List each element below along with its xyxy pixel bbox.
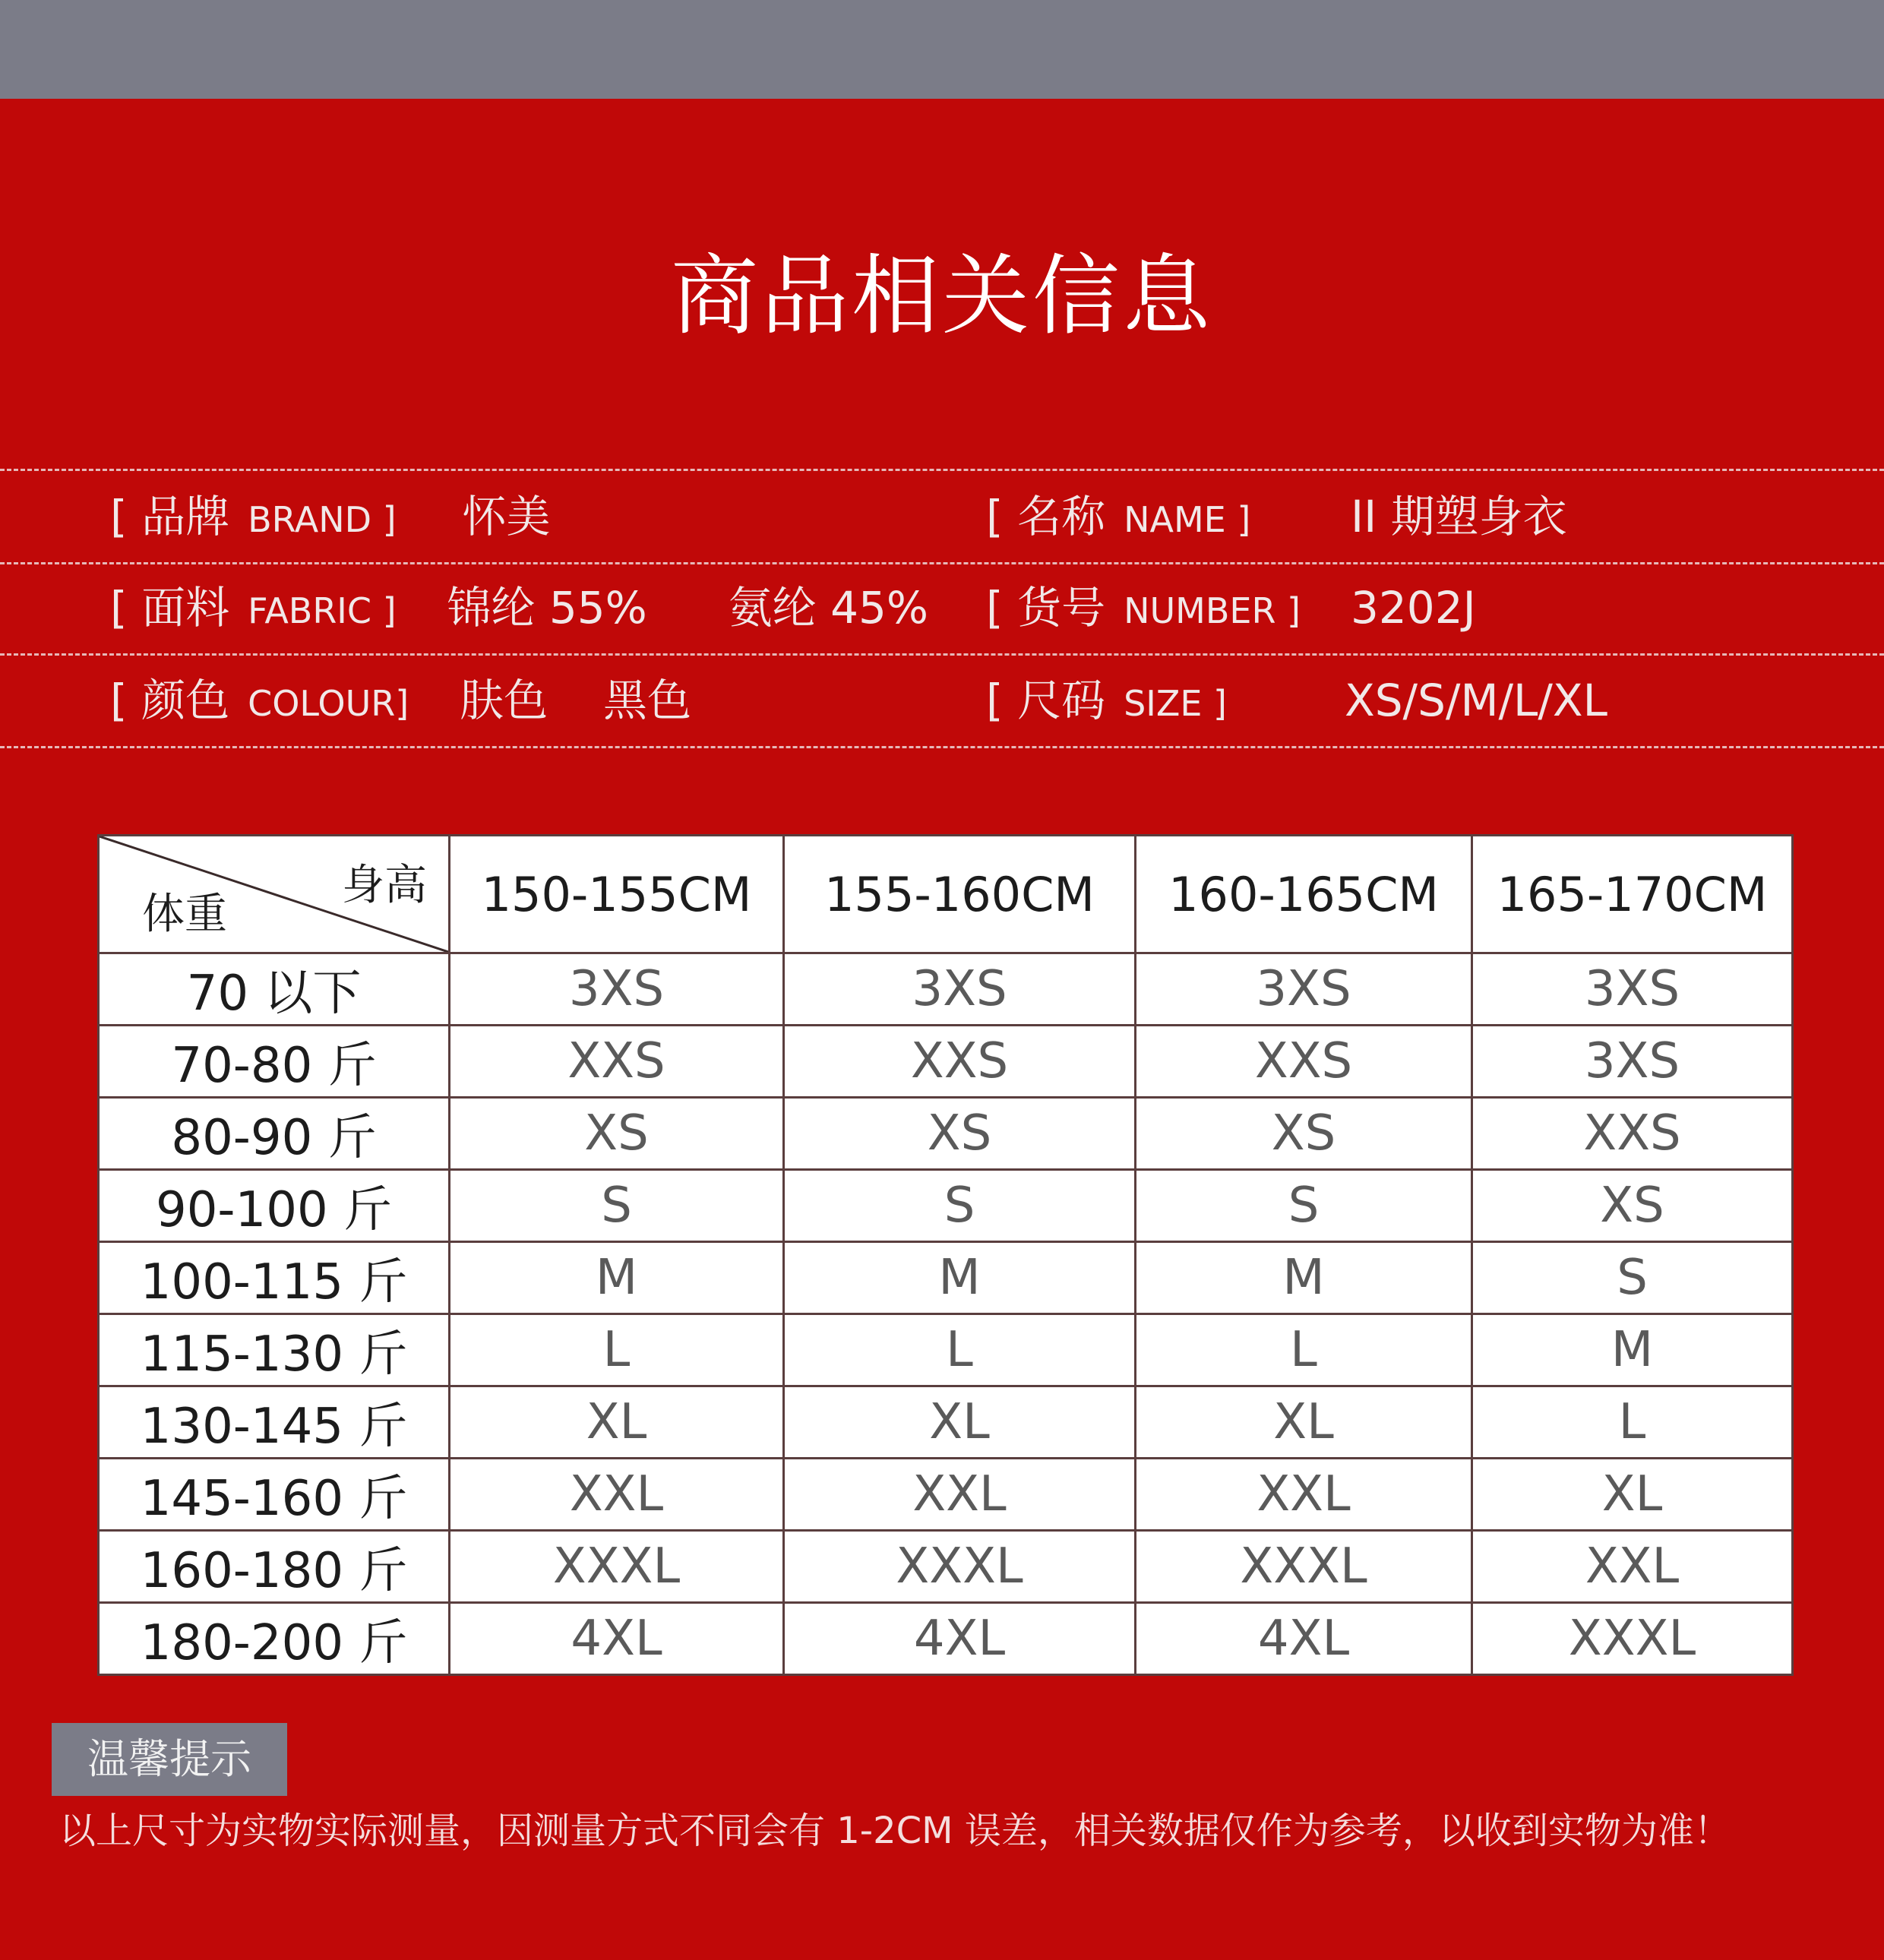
brand-info	[110, 486, 551, 550]
weight-cell: 100-115 斤	[99, 1242, 450, 1314]
size-cell: 4XL	[1136, 1603, 1472, 1675]
size-cell: XXL	[450, 1459, 784, 1531]
name-label: [ 名称	[986, 491, 1106, 542]
size-cell: XL	[1136, 1386, 1472, 1459]
table-row	[99, 1386, 1793, 1459]
fabric-info	[110, 577, 928, 641]
name-value: II 期塑身衣	[1351, 491, 1567, 542]
weight-cell: 145-160 斤	[99, 1459, 450, 1531]
fabric-label-en: FABRIC ]	[248, 590, 397, 631]
colour-label: [ 颜色	[110, 675, 230, 726]
brand-value: 怀美	[462, 491, 551, 542]
size-cell: XXS	[784, 1026, 1136, 1098]
table-row	[99, 1603, 1793, 1675]
divider	[0, 562, 1884, 564]
colour-value-2: 黑色	[602, 675, 691, 726]
table-row	[99, 1098, 1793, 1170]
weight-cell: 80-90 斤	[99, 1098, 450, 1170]
divider	[0, 653, 1884, 656]
table-row	[99, 1170, 1793, 1242]
corner-weight-label: 体重	[142, 890, 227, 939]
size-cell: 3XS	[784, 953, 1136, 1026]
number-label-en: NUMBER ]	[1124, 590, 1301, 631]
fabric-value-2: 氨纶 45%	[728, 582, 929, 634]
size-chart-table	[97, 834, 1794, 1676]
table-row	[99, 1314, 1793, 1386]
size-cell: 3XS	[450, 953, 784, 1026]
column-header: 165-170CM	[1472, 836, 1793, 953]
number-info	[986, 577, 1301, 641]
size-cell: L	[450, 1314, 784, 1386]
size-cell: M	[1472, 1314, 1793, 1386]
size-cell: 4XL	[450, 1603, 784, 1675]
size-cell: XS	[1472, 1170, 1793, 1242]
corner-height-label: 身高	[342, 861, 427, 910]
size-cell: XXXL	[450, 1531, 784, 1603]
weight-cell: 130-145 斤	[99, 1386, 450, 1459]
tip-badge: 温馨提示	[52, 1723, 287, 1796]
size-cell: S	[784, 1170, 1136, 1242]
size-cell: XS	[450, 1098, 784, 1170]
size-cell: L	[784, 1314, 1136, 1386]
weight-cell: 115-130 斤	[99, 1314, 450, 1386]
corner-cell	[99, 836, 450, 953]
size-cell: XS	[784, 1098, 1136, 1170]
column-header: 155-160CM	[784, 836, 1136, 953]
weight-cell: 70-80 斤	[99, 1026, 450, 1098]
size-cell: XL	[1472, 1459, 1793, 1531]
table-header-row	[99, 836, 1793, 953]
name-label-en: NAME ]	[1124, 499, 1251, 540]
weight-cell: 180-200 斤	[99, 1603, 450, 1675]
size-cell: XXXL	[1472, 1603, 1793, 1675]
number-value: 3202J	[1351, 582, 1476, 634]
table-row	[99, 1026, 1793, 1098]
weight-cell: 160-180 斤	[99, 1531, 450, 1603]
size-cell: 3XS	[1136, 953, 1472, 1026]
size-cell: XL	[450, 1386, 784, 1459]
size-cell: XS	[1136, 1098, 1472, 1170]
size-cell: XXXL	[784, 1531, 1136, 1603]
size-info	[986, 670, 1227, 734]
weight-cell: 90-100 斤	[99, 1170, 450, 1242]
size-cell: XXL	[1472, 1531, 1793, 1603]
table-row	[99, 1459, 1793, 1531]
size-value: XS/S/M/L/XL	[1345, 675, 1607, 726]
page-title: 商品相关信息	[670, 245, 1213, 347]
table-row	[99, 953, 1793, 1026]
size-cell: XXL	[784, 1459, 1136, 1531]
size-label: [ 尺码	[986, 675, 1106, 726]
tip-text: 以上尺寸为实物实际测量，因测量方式不同会有 1-2CM 误差，相关数据仅作为参考，以收到实物为准！	[59, 1810, 1731, 1852]
table-row	[99, 1531, 1793, 1603]
brand-label-en: BRAND ]	[248, 499, 397, 540]
size-cell: L	[1472, 1386, 1793, 1459]
size-cell: L	[1136, 1314, 1472, 1386]
fabric-label: [ 面料	[110, 582, 230, 634]
column-header: 150-155CM	[450, 836, 784, 953]
size-cell: XXS	[450, 1026, 784, 1098]
column-header: 160-165CM	[1136, 836, 1472, 953]
name-info	[986, 486, 1250, 550]
divider	[0, 746, 1884, 748]
brand-label: [ 品牌	[110, 491, 230, 542]
colour-info	[110, 670, 691, 734]
table-row	[99, 1242, 1793, 1314]
size-label-en: SIZE ]	[1124, 683, 1227, 724]
size-cell: XXL	[1136, 1459, 1472, 1531]
number-label: [ 货号	[986, 582, 1106, 634]
colour-value-1: 肤色	[460, 675, 548, 726]
size-cell: S	[1136, 1170, 1472, 1242]
top-bar	[0, 0, 1884, 99]
size-cell: 4XL	[784, 1603, 1136, 1675]
size-cell: XXS	[1472, 1098, 1793, 1170]
size-cell: XXS	[1136, 1026, 1472, 1098]
size-cell: S	[1472, 1242, 1793, 1314]
divider	[0, 469, 1884, 471]
size-cell: M	[1136, 1242, 1472, 1314]
size-cell: XL	[784, 1386, 1136, 1459]
size-cell: M	[450, 1242, 784, 1314]
fabric-value-1: 锦纶 55%	[447, 582, 647, 634]
size-cell: XXXL	[1136, 1531, 1472, 1603]
size-cell: 3XS	[1472, 953, 1793, 1026]
size-cell: M	[784, 1242, 1136, 1314]
colour-label-en: COLOUR]	[248, 683, 409, 724]
size-cell: 3XS	[1472, 1026, 1793, 1098]
size-cell: S	[450, 1170, 784, 1242]
weight-cell: 70 以下	[99, 953, 450, 1026]
